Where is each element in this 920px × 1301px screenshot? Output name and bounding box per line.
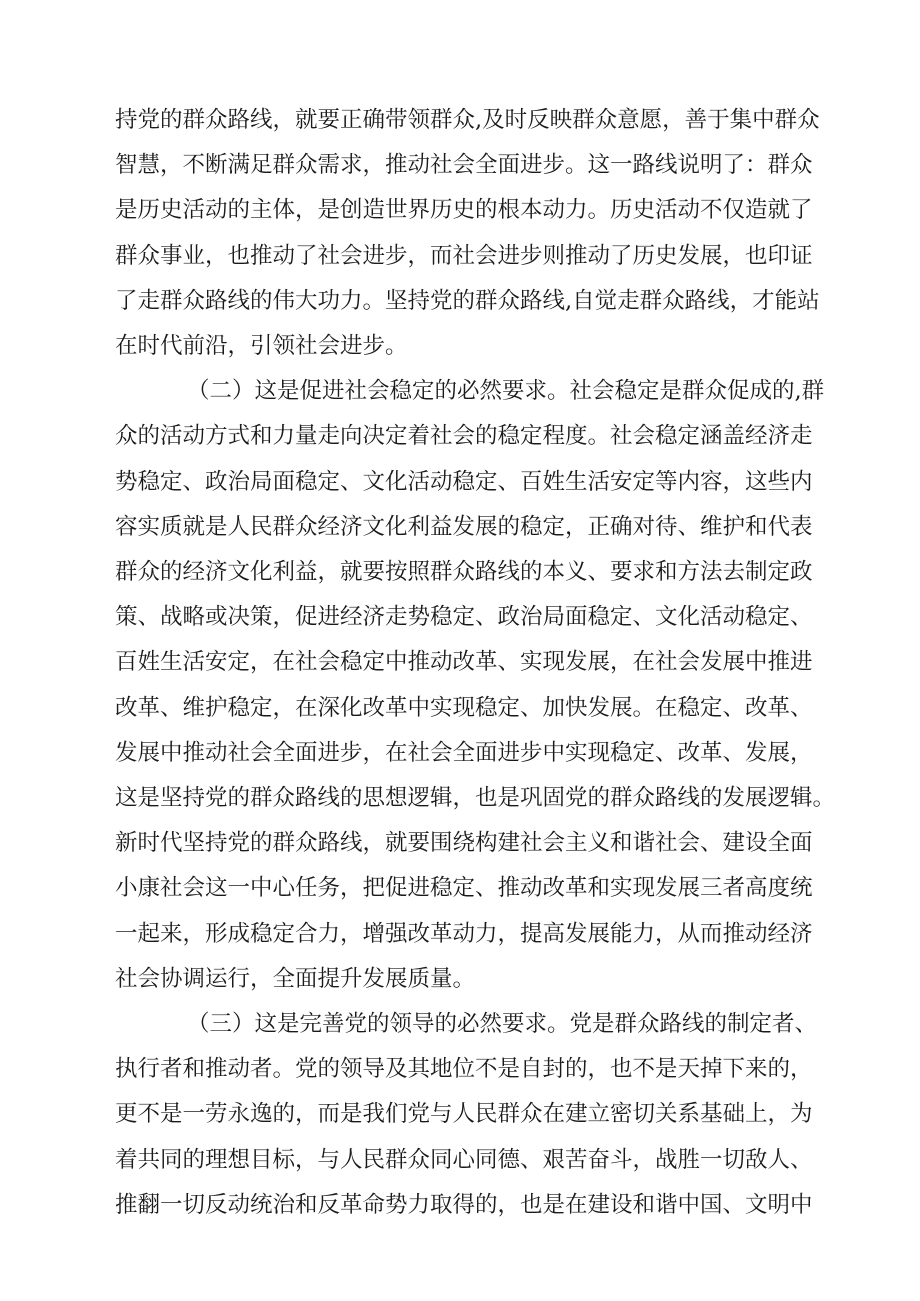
text-line: 百姓生活安定，在社会稳定中推动改革、实现发展，在社会发展中推进 bbox=[115, 649, 813, 676]
section-heading-2: （二）这是促进社会稳定的必然要求。社会稳定是群众促成的,群 bbox=[187, 378, 825, 405]
text-line: 众的活动方式和力量走向决定着社会的稳定程度。社会稳定涵盖经济走 bbox=[115, 423, 813, 450]
text-line: 这是坚持党的群众路线的思想逻辑，也是巩固党的群众路线的发展逻辑。 bbox=[115, 785, 836, 812]
text-line: 在时代前沿，引领社会进步。 bbox=[115, 333, 408, 360]
section-heading-3: （三）这是完善党的领导的必然要求。党是群众路线的制定者、 bbox=[187, 1011, 818, 1038]
text-line: 执行者和推动者。党的领导及其地位不是自封的，也不是天掉下来的， bbox=[115, 1056, 813, 1083]
text-line: 一起来，形成稳定合力，增强改革动力，提高发展能力，从而推动经济 bbox=[115, 920, 813, 947]
text-line: 更不是一劳永逸的，而是我们党与人民群众在建立密切关系基础上，为 bbox=[115, 1101, 813, 1128]
text-line: 改革、维护稳定，在深化改革中实现稳定、加快发展。在稳定、改革、 bbox=[115, 694, 813, 721]
text-line: 了走群众路线的伟大功力。坚持党的群众路线,自觉走群众路线，才能站 bbox=[115, 287, 820, 314]
text-line: 着共同的理想目标，与人民群众同心同德、艰苦奋斗，战胜一切敌人、 bbox=[115, 1146, 813, 1173]
text-line: 势稳定、政治局面稳定、文化活动稳定、百姓生活安定等内容，这些内 bbox=[115, 468, 813, 495]
text-line: 持党的群众路线，就要正确带领群众,及时反映群众意愿，善于集中群众 bbox=[115, 107, 820, 133]
text-line: 小康社会这一中心任务，把促进稳定、推动改革和实现发展三者高度统 bbox=[115, 875, 813, 902]
text-line: 社会协调运行，全面提升发展质量。 bbox=[115, 965, 476, 992]
text-line: 推翻一切反动统治和反革命势力取得的，也是在建设和谐中国、文明中 bbox=[115, 1191, 813, 1218]
text-line: 发展中推动社会全面进步，在社会全面进步中实现稳定、改革、发展， bbox=[115, 739, 813, 766]
text-line: 群众的经济文化利益，就要按照群众路线的本义、要求和方法去制定政 bbox=[115, 559, 813, 586]
body-text bbox=[115, 98, 836, 1228]
text-line: 群众事业，也推动了社会进步，而社会进步则推动了历史发展，也印证 bbox=[115, 242, 813, 269]
text-line: 智慧，不断满足群众需求，推动社会全面进步。这一路线说明了：群众 bbox=[115, 152, 813, 179]
text-line: 策、战略或决策，促进经济走势稳定、政治局面稳定、文化活动稳定、 bbox=[115, 604, 813, 631]
text-line: 新时代坚持党的群众路线，就要围绕构建社会主义和谐社会、建设全面 bbox=[115, 830, 813, 857]
text-line: 容实质就是人民群众经济文化利益发展的稳定，正确对待、维护和代表 bbox=[115, 513, 813, 540]
text-line: 是历史活动的主体，是创造世界历史的根本动力。历史活动不仅造就了 bbox=[115, 197, 813, 224]
